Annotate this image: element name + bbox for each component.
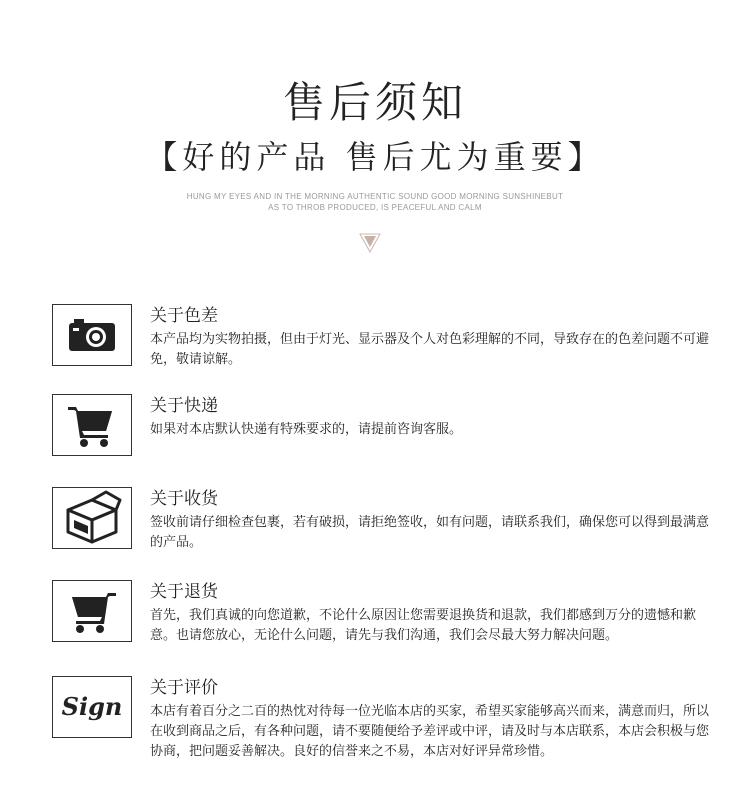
icon-frame [52, 580, 132, 642]
box-icon [62, 490, 122, 546]
icon-frame [52, 676, 132, 738]
sign-icon [56, 685, 128, 729]
item-description: 如果对本店默认快递有特殊要求的，请提前咨询客服。 [150, 422, 463, 437]
item-description: 首先，我们真诚的向您道歉，不论什么原因让您需要退换货和退款，我们都感到万分的遗憾和歉意。也请您放心，无论什么问题，请先与我们沟通，我们会尽最大努力解决问题。 [150, 608, 697, 643]
english-tagline-2: AS TO THROB PRODUCED, IS PEACEFUL AND CALM [268, 203, 482, 212]
english-tagline-1: HUNG MY EYES AND IN THE MORNING AUTHENTIC SOUND GOOD MORNING SUNSHINEBUT [186, 192, 564, 201]
page-title: 售后须知 [282, 78, 467, 127]
item-title: 关于快递 [150, 396, 218, 416]
icon-frame [52, 487, 132, 549]
item-description: 签收前请仔细检查包裹，若有破损，请拒绝签收，如有问题，请联系我们，确保您可以得到最满意的产品。 [150, 515, 710, 550]
camera-icon [66, 315, 118, 355]
item-description: 本店有着百分之二百的热忱对待每一位光临本店的买家，希望买家能够高兴而来，满意而归，所以在收到商品之后，有各种问题，请不要随便给予差评或中评，请及时与本店联系，本店会积极与您协商，把问题妥善解决。良好的信誉来之不易，本店对好评异常珍惜。 [150, 704, 710, 759]
item-title: 关于收货 [150, 489, 218, 509]
item-title: 关于评价 [150, 678, 218, 698]
icon-frame [52, 394, 132, 456]
sign-text: Sign [61, 692, 123, 721]
icon-frame [52, 304, 132, 366]
item-description: 本产品均为实物拍摄，但由于灯光、显示器及个人对色彩理解的不同，导致存在的色差问题不可避免，敬请谅解。 [150, 332, 710, 367]
item-title: 关于色差 [150, 306, 218, 326]
cart-icon [66, 587, 118, 635]
page-subtitle: 【好的产品 售后尤为重要】 [145, 138, 605, 176]
cart-icon [66, 401, 118, 449]
item-title: 关于退货 [150, 582, 218, 602]
triangle-down-icon [359, 233, 381, 253]
